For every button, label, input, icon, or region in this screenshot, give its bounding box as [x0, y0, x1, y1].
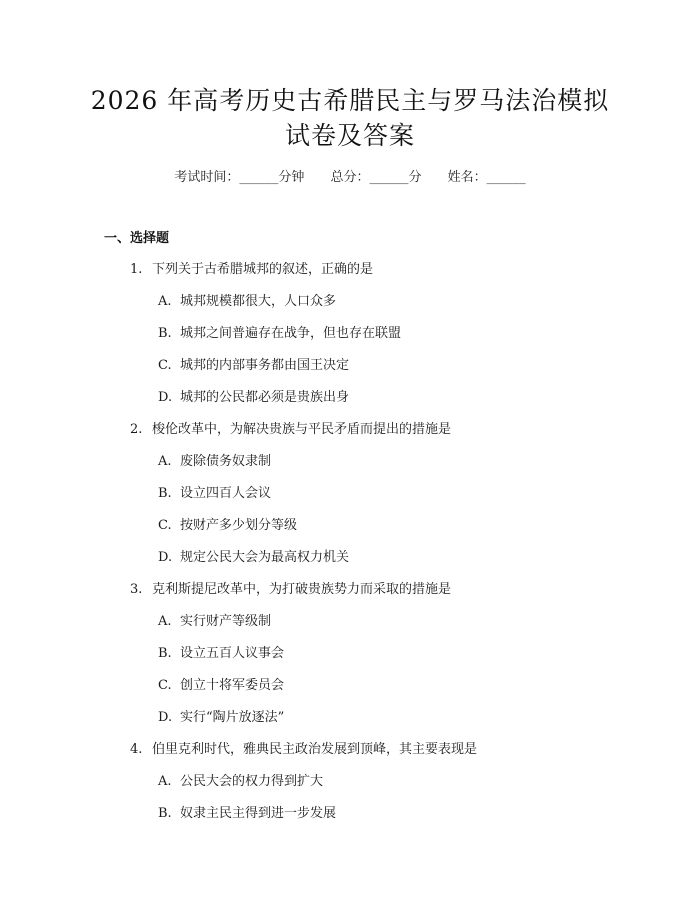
question-4-option-b: [158, 805, 336, 823]
option-letter: A.: [158, 294, 172, 309]
option-letter: B.: [158, 806, 172, 821]
question-2-option-d: [158, 549, 349, 567]
option-letter: A.: [158, 614, 172, 629]
option-text: 城邦之间普遍存在战争，但也存在联盟: [180, 326, 402, 341]
option-letter: C.: [158, 678, 172, 693]
student-name-field: 姓名：______: [447, 170, 526, 185]
question-4: [130, 741, 477, 759]
option-letter: D.: [158, 390, 173, 405]
question-text: 克利斯提尼改革中，为打破贵族势力而采取的措施是: [152, 582, 452, 597]
option-text: 城邦的公民都必须是贵族出身: [180, 390, 350, 405]
question-1-option-c: [158, 357, 349, 375]
option-letter: B.: [158, 486, 172, 501]
exam-title-line-2: 试卷及答案: [284, 121, 415, 150]
question-text: 伯里克利时代，雅典民主政治发展到顶峰，其主要表现是: [152, 742, 478, 757]
question-1-option-d: [158, 389, 349, 407]
question-number: 4.: [130, 742, 143, 757]
option-letter: D.: [158, 550, 173, 565]
option-text: 创立十将军委员会: [180, 678, 285, 693]
option-text: 设立四百人会议: [180, 486, 272, 501]
question-1: [130, 261, 373, 279]
option-letter: A.: [158, 454, 172, 469]
section-heading: 一、选择题: [104, 231, 170, 246]
question-number: 3.: [130, 582, 143, 597]
question-number: 1.: [130, 262, 143, 277]
question-3-option-a: [158, 613, 271, 631]
option-letter: B.: [158, 646, 172, 661]
option-text: 奴隶主民主得到进一步发展: [180, 806, 337, 821]
option-text: 实行“陶片放逐法”: [180, 710, 285, 725]
exam-title-line-1: 2026 年高考历史古希腊民主与罗马法治模拟: [90, 86, 610, 115]
question-3-option-d: [158, 709, 284, 727]
question-2-option-a: [158, 453, 271, 471]
option-letter: C.: [158, 518, 172, 533]
option-text: 设立五百人议事会: [180, 646, 285, 661]
exam-time-field: 考试时间：______分钟: [174, 170, 305, 185]
question-1-option-a: [158, 293, 336, 311]
option-letter: B.: [158, 326, 172, 341]
exam-info-row: [0, 168, 700, 188]
question-2-option-b: [158, 485, 271, 503]
option-text: 城邦的内部事务都由国王决定: [180, 358, 350, 373]
question-3: [130, 581, 451, 599]
option-text: 实行财产等级制: [180, 614, 272, 629]
total-score-field: 总分：______分: [330, 170, 422, 185]
question-text: 下列关于古希腊城邦的叙述，正确的是: [152, 262, 374, 277]
question-1-option-b: [158, 325, 401, 343]
question-3-option-c: [158, 677, 284, 695]
option-text: 废除债务奴隶制: [180, 454, 272, 469]
option-text: 规定公民大会为最高权力机关: [180, 550, 350, 565]
option-text: 按财产多少划分等级: [180, 518, 298, 533]
question-2-option-c: [158, 517, 297, 535]
option-text: 城邦规模都很大，人口众多: [180, 294, 337, 309]
question-text: 梭伦改革中，为解决贵族与平民矛盾而提出的措施是: [152, 422, 452, 437]
question-4-option-a: [158, 773, 323, 791]
option-letter: D.: [158, 710, 173, 725]
question-3-option-b: [158, 645, 284, 663]
option-text: 公民大会的权力得到扩大: [180, 774, 324, 789]
option-letter: C.: [158, 358, 172, 373]
question-number: 2.: [130, 422, 143, 437]
option-letter: A.: [158, 774, 172, 789]
question-2: [130, 421, 451, 439]
